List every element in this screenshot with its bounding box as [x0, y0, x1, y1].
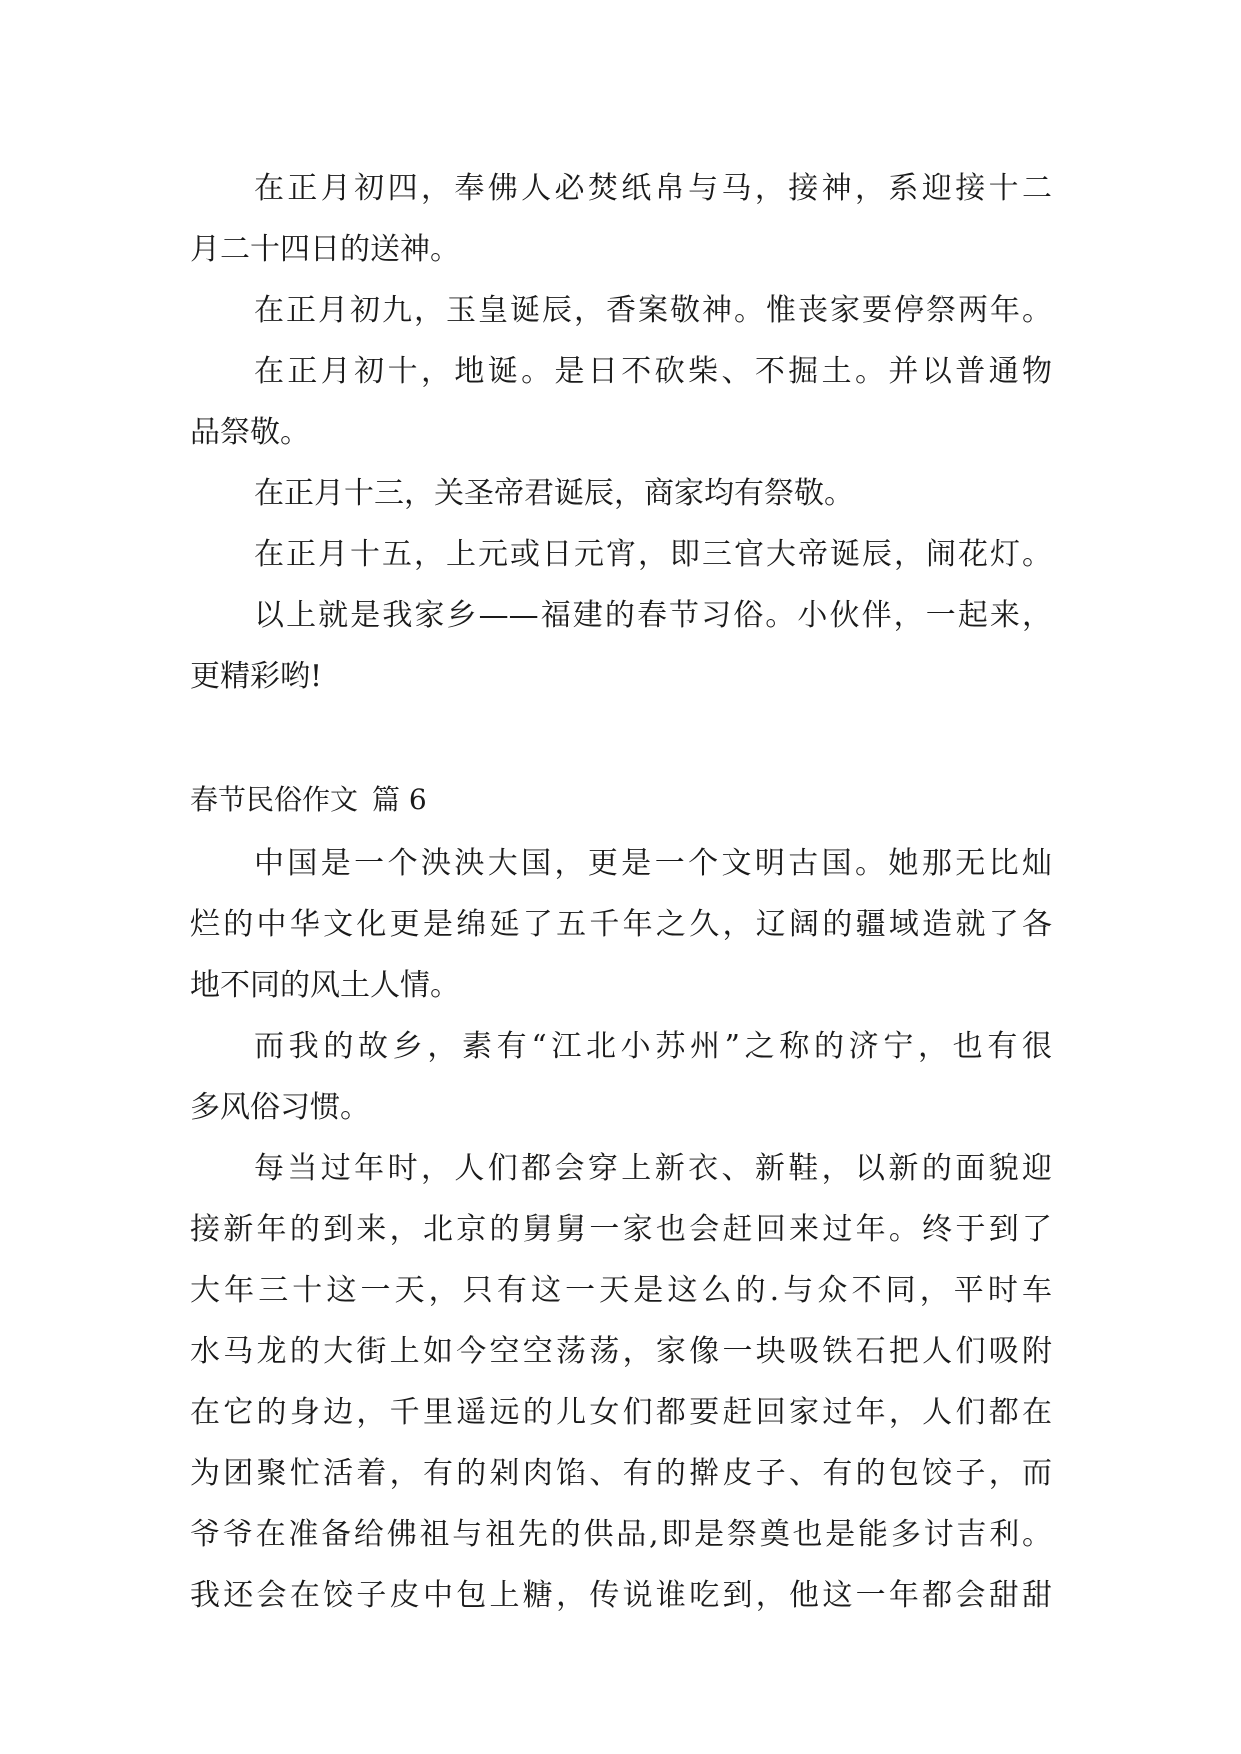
section-spacer — [190, 707, 1052, 767]
section-heading — [190, 767, 1052, 833]
text-line: 接新年的到来，北京的舅舅一家也会赶回来过年。终于到了 — [190, 1212, 1052, 1247]
text-line: 在正月初十，地诞。是日不砍柴、不掘土。并以普通物 — [254, 354, 1052, 389]
paragraph — [190, 1138, 1052, 1626]
text-line: 多风俗习惯。 — [190, 1090, 370, 1125]
paragraph — [190, 280, 1052, 341]
text-line: 月二十四日的送神。 — [190, 232, 460, 267]
paragraph — [190, 833, 1052, 1016]
text-line: 中国是一个泱泱大国，更是一个文明古国。她那无比灿 — [254, 846, 1052, 881]
paragraph — [190, 585, 1052, 707]
text-line: 烂的中华文化更是绵延了五千年之久，辽阔的疆域造就了各 — [190, 907, 1052, 942]
text-line: 在正月十五，上元或日元宵，即三官大帝诞辰，闹花灯。 — [254, 537, 1052, 572]
text-line: 品祭敬。 — [190, 415, 310, 450]
paragraph — [190, 158, 1052, 280]
section-label: 篇 6 — [372, 783, 427, 816]
text-line: 在正月初四，奉佛人必焚纸帛与马，接神，系迎接十二 — [254, 171, 1052, 206]
paragraph — [190, 463, 1052, 524]
section-title: 春节民俗作文 — [190, 783, 359, 816]
paragraph — [190, 1016, 1052, 1138]
paragraph — [190, 524, 1052, 585]
text-line: 爷爷在准备给佛祖与祖先的供品,即是祭奠也是能多讨吉利。 — [190, 1517, 1052, 1552]
text-line: 在正月十三，关圣帝君诞辰，商家均有祭敬。 — [254, 476, 854, 511]
paragraph-group-section-6 — [190, 833, 1052, 1626]
text-line: 水马龙的大街上如今空空荡荡，家像一块吸铁石把人们吸附 — [190, 1334, 1052, 1369]
document-body — [190, 158, 1052, 1626]
paragraph-group-previous-section — [190, 158, 1052, 707]
text-line: 为团聚忙活着，有的剁肉馅、有的擀皮子、有的包饺子，而 — [190, 1456, 1052, 1491]
text-line: 以上就是我家乡——福建的春节习俗。小伙伴，一起来， — [254, 598, 1052, 633]
text-line: 大年三十这一天，只有这一天是这么的.与众不同，平时车 — [190, 1273, 1052, 1308]
text-line: 我还会在饺子皮中包上糖，传说谁吃到，他这一年都会甜甜 — [190, 1578, 1052, 1613]
text-line: 而我的故乡，素有“江北小苏州”之称的济宁，也有很 — [254, 1029, 1052, 1064]
text-line: 在正月初九，玉皇诞辰，香案敬神。惟丧家要停祭两年。 — [254, 293, 1052, 328]
paragraph — [190, 341, 1052, 463]
text-line: 地不同的风土人情。 — [190, 968, 460, 1003]
text-line: 更精彩哟! — [190, 659, 323, 694]
text-line: 每当过年时，人们都会穿上新衣、新鞋，以新的面貌迎 — [254, 1151, 1052, 1186]
text-line: 在它的身边，千里遥远的儿女们都要赶回家过年，人们都在 — [190, 1395, 1052, 1430]
